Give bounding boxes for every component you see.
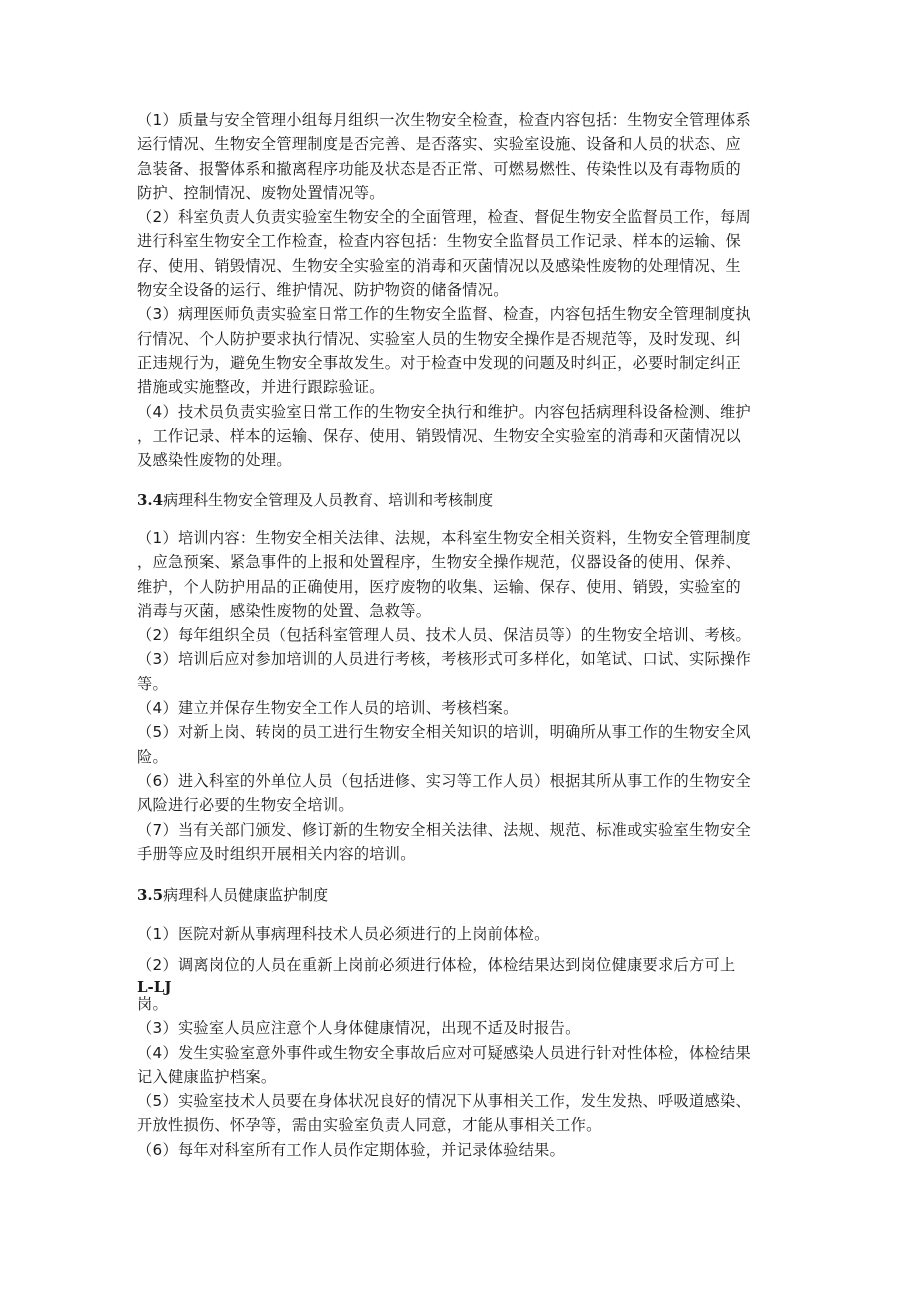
paragraph-line: 险。	[137, 747, 168, 766]
section-number: 3.4	[137, 491, 164, 509]
paragraph-line: 等。	[137, 674, 168, 693]
paragraph-line: 消毒与灭菌，感染性废物的处置、急救等。	[137, 601, 432, 620]
section-number: 3.5	[137, 886, 164, 904]
paragraph-line: 及感染性废物的处理。	[137, 451, 292, 470]
paragraph-line: 行情况、个人防护要求执行情况、实验室人员的生物安全操作是否规范等，及时发现、纠	[137, 329, 742, 348]
paragraph-line: 正违规行为，避免生物安全事故发生。对于检查中发现的问题及时纠正，必要时制定纠正	[137, 353, 742, 372]
section-3-5-body	[137, 992, 797, 1162]
paragraph-line: 防护、控制情况、废物处置情况等。	[137, 183, 385, 202]
section-3-5-item-1	[137, 922, 797, 946]
paragraph-line: （3）培训后应对参加培训的人员进行考核，考核形式可多样化，如笔试、口试、实际操作	[137, 650, 751, 669]
paragraph-line: （1）培训内容：生物安全相关法律、法规，本科室生物安全相关资料，生物安全管理制度	[137, 529, 751, 547]
paragraph-line: 进行科室生物安全工作检查，检查内容包括：生物安全监督员工作记录、样本的运输、保	[137, 232, 742, 251]
paragraph-line: 措施或实施整改，并进行跟踪验证。	[137, 378, 385, 397]
section-3-5-item-2	[137, 953, 797, 977]
section-heading-3-4	[137, 489, 493, 511]
paragraph-line: 维护，个人防护用品的正确使用，医疗废物的收集、运输、保存、使用、销毁，实验室的	[137, 577, 742, 596]
paragraph-line: （2）调离岗位的人员在重新上岗前必须进行体检，体检结果达到岗位健康要求后方可上	[137, 956, 736, 974]
paragraph-line: （1）医院对新从事病理科技术人员必须进行的上岗前体检。	[137, 925, 550, 943]
paragraph-line: （1）质量与安全管理小组每月组织一次生物安全检查，检查内容包括：生物安全管理体系	[137, 111, 751, 129]
section-title: 病理科生物安全管理及人员教育、培训和考核制度	[163, 491, 494, 509]
paragraph-line: 岗。	[137, 995, 168, 1013]
paragraph-line: （2）科室负责人负责实验室生物安全的全面管理，检查、督促生物安全监督员工作，每周	[137, 208, 751, 227]
paragraph-line: （5）实验室技术人员要在身体状况良好的情况下从事相关工作，发生发热、呼吸道感染、	[137, 1092, 751, 1111]
section-3-4-body	[137, 526, 797, 866]
paragraph-line: 手册等应及时组织开展相关内容的培训。	[137, 844, 416, 863]
paragraph-line: （6）每年对科室所有工作人员作定期体验，并记录体验结果。	[137, 1140, 566, 1159]
paragraph-line: （5）对新上岗、转岗的员工进行生物安全相关知识的培训，明确所从事工作的生物安全风	[137, 723, 751, 742]
stray-mark: L-LJ	[137, 978, 172, 996]
section-heading-3-5	[137, 884, 328, 906]
paragraph-line: （4）建立并保存生物安全工作人员的培训、考核档案。	[137, 699, 519, 718]
paragraph-line: （3）病理医师负责实验室日常工作的生物安全监督、检查，内容包括生物安全管理制度执	[137, 305, 751, 324]
section-title: 病理科人员健康监护制度	[163, 886, 329, 904]
paragraph-line: （4）发生实验室意外事件或生物安全事故后应对可疑感染人员进行针对性体检，体检结果	[137, 1043, 751, 1062]
paragraph-line: （4）技术员负责实验室日常工作的生物安全执行和维护。内容包括病理科设备检测、维护	[137, 402, 751, 421]
paragraph-line: 存、使用、销毁情况、生物安全实验室的消毒和灭菌情况以及感染性废物的处理情况、生	[137, 256, 742, 275]
paragraph-line: 记入健康监护档案。	[137, 1067, 277, 1086]
paragraph-line: （6）进入科室的外单位人员（包括进修、实习等工作人员）根据其所从事工作的生物安全	[137, 771, 751, 790]
paragraph-line: 急装备、报警体系和撤离程序功能及状态是否正常、可燃易燃性、传染性以及有毒物质的	[137, 159, 742, 178]
section-3-3-body	[137, 108, 797, 472]
paragraph-line: ，工作记录、样本的运输、保存、使用、销毁情况、生物安全实验室的消毒和灭菌情况以	[137, 426, 742, 445]
paragraph-line: （2）每年组织全员（包括科室管理人员、技术人员、保洁员等）的生物安全培训、考核。	[137, 626, 751, 645]
paragraph-line: （7）当有关部门颁发、修订新的生物安全相关法律、法规、规范、标准或实验室生物安全	[137, 820, 751, 839]
paragraph-line: （3）实验室人员应注意个人身体健康情况，出现不适及时报告。	[137, 1019, 581, 1038]
paragraph-line: 物安全设备的运行、维护情况、防护物资的储备情况。	[137, 281, 509, 300]
paragraph-line: 开放性损伤、怀孕等，需由实验室负责人同意，才能从事相关工作。	[137, 1116, 602, 1135]
paragraph-line: ，应急预案、紧急事件的上报和处置程序，生物安全操作规范，仪器设备的使用、保养、	[137, 553, 742, 572]
paragraph-line: 风险进行必要的生物安全培训。	[137, 796, 354, 815]
paragraph-line: 运行情况、生物安全管理制度是否完善、是否落实、实验室设施、设备和人员的状态、应	[137, 135, 742, 154]
